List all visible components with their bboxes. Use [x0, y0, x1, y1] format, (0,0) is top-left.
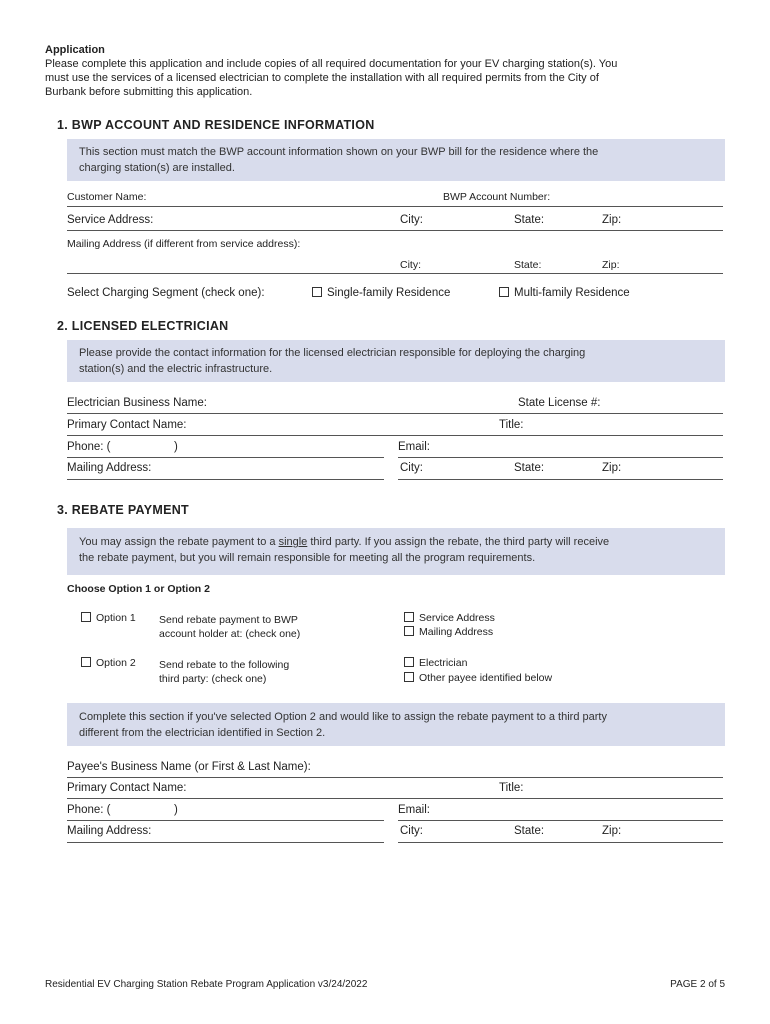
- mailing-address-label: Mailing Address (if different from service address):: [67, 238, 301, 250]
- segment-multi-label: Multi-family Residence: [514, 287, 630, 299]
- payee-city-line[interactable]: [398, 842, 723, 843]
- section-1-info-line-2: charging station(s) are installed.: [79, 161, 235, 174]
- payee-name-label: Payee's Business Name (or First & Last Name):: [67, 761, 311, 773]
- option-1[interactable]: [81, 612, 136, 624]
- checkbox-icon[interactable]: [404, 612, 414, 622]
- payee-name-line[interactable]: [67, 777, 723, 778]
- section-2-info-box: [67, 340, 725, 382]
- payee-phone-label: Phone: (: [67, 804, 111, 816]
- section-3-info-line-1-pre: You may assign the rebate payment to a: [79, 536, 279, 548]
- section-3-info-line-2: the rebate payment, but you will remain responsible for meeting all the program requirements.: [79, 551, 536, 564]
- option-2-other-payee-label: Other payee identified below: [419, 672, 553, 684]
- option-1-label: Option 1: [96, 612, 136, 624]
- checkbox-icon[interactable]: [312, 287, 322, 297]
- payee-contact-label: Primary Contact Name:: [67, 782, 187, 794]
- option-2-desc-line-1: Send rebate to the following: [159, 659, 290, 671]
- option-2-electrician[interactable]: [404, 657, 467, 669]
- section-3-info-single: single: [278, 536, 308, 548]
- segment-multi-option[interactable]: [499, 287, 630, 299]
- section-3-payee-info-line-2: different from the electrician identified in Section 2.: [79, 726, 326, 739]
- electrician-contact-label: Primary Contact Name:: [67, 419, 187, 431]
- section-1-title: 1. BWP ACCOUNT AND RESIDENCE INFORMATION: [57, 118, 375, 132]
- electrician-state-label: State:: [514, 462, 545, 474]
- option-2-label: Option 2: [96, 657, 136, 669]
- intro-line-2: must use the services of a licensed electrician to complete the installation with all required permits from the City of: [45, 72, 599, 84]
- option-1-mailing-address[interactable]: [404, 626, 493, 638]
- service-city-label: City:: [400, 214, 423, 226]
- option-2-electrician-label: Electrician: [419, 657, 468, 669]
- option-2[interactable]: [81, 657, 136, 669]
- electrician-phone-line[interactable]: [67, 457, 384, 458]
- option-2-other-payee[interactable]: [404, 672, 552, 684]
- section-3-info-box: [67, 528, 725, 575]
- footer-title: Residential EV Charging Station Rebate Program Application v3/24/2022: [45, 979, 368, 990]
- payee-email-line[interactable]: [398, 820, 723, 821]
- option-1-mailing-address-label: Mailing Address: [419, 626, 494, 638]
- payee-contact-line[interactable]: [67, 798, 723, 799]
- section-2-info-line-1: Please provide the contact information for the licensed electrician responsible for deploying the charging: [79, 347, 586, 359]
- mailing-address-line[interactable]: [67, 273, 723, 274]
- section-1-info-line-1: This section must match the BWP account information shown on your BWP bill for the residence where the: [79, 146, 599, 158]
- option-1-service-address-label: Service Address: [419, 612, 495, 624]
- electrician-title-label: Title:: [499, 419, 524, 431]
- electrician-phone-label: Phone: (: [67, 441, 111, 453]
- electrician-phone-close: ): [174, 441, 178, 453]
- state-license-label: State License #:: [518, 397, 601, 409]
- option-1-desc-line-2: account holder at: (check one): [159, 628, 301, 640]
- electrician-email-line[interactable]: [398, 457, 723, 458]
- electrician-city-label: City:: [400, 462, 423, 474]
- payee-phone-line[interactable]: [67, 820, 384, 821]
- electrician-contact-line[interactable]: [67, 435, 723, 436]
- intro-line-3: Burbank before submitting this application.: [45, 86, 253, 98]
- choose-option-heading: Choose Option 1 or Option 2: [67, 583, 210, 595]
- section-3-payee-info-box: [67, 703, 725, 746]
- payee-email-label: Email:: [398, 804, 430, 816]
- section-3-title: 3. REBATE PAYMENT: [57, 503, 189, 517]
- account-number-label: BWP Account Number:: [443, 191, 551, 203]
- segment-single-option[interactable]: [312, 287, 450, 299]
- payee-zip-label: Zip:: [602, 825, 622, 837]
- mailing-city-label: City:: [400, 259, 421, 271]
- payee-title-label: Title:: [499, 782, 524, 794]
- segment-single-label: Single-family Residence: [327, 287, 451, 299]
- electrician-city-line[interactable]: [398, 479, 723, 480]
- service-zip-label: Zip:: [602, 214, 622, 226]
- payee-city-label: City:: [400, 825, 423, 837]
- service-address-label: Service Address:: [67, 214, 154, 226]
- electrician-mailing-line[interactable]: [67, 479, 384, 480]
- electrician-email-label: Email:: [398, 441, 430, 453]
- segment-label: Select Charging Segment (check one):: [67, 287, 265, 299]
- checkbox-icon[interactable]: [404, 672, 414, 682]
- service-address-line[interactable]: [67, 230, 723, 231]
- checkbox-icon[interactable]: [404, 657, 414, 667]
- option-1-service-address[interactable]: [404, 612, 495, 624]
- electrician-business-label: Electrician Business Name:: [67, 397, 207, 409]
- checkbox-icon[interactable]: [81, 657, 91, 667]
- payee-state-label: State:: [514, 825, 545, 837]
- checkbox-icon[interactable]: [499, 287, 509, 297]
- payee-phone-close: ): [174, 804, 178, 816]
- section-2-info-line-2: station(s) and the electric infrastructure.: [79, 362, 273, 375]
- payee-mailing-label: Mailing Address:: [67, 825, 152, 837]
- intro-heading: Application: [45, 44, 105, 56]
- section-3-info-line-1-post: third party. If you assign the rebate, the third party will receive: [307, 536, 610, 548]
- section-2-title: 2. LICENSED ELECTRICIAN: [57, 319, 229, 333]
- option-2-desc-line-2: third party: (check one): [159, 673, 267, 685]
- footer-page-number: PAGE 2 of 5: [670, 979, 725, 990]
- checkbox-icon[interactable]: [81, 612, 91, 622]
- service-state-label: State:: [514, 214, 545, 226]
- mailing-state-label: State:: [514, 259, 542, 271]
- customer-row-line[interactable]: [67, 206, 723, 207]
- electrician-business-line[interactable]: [67, 413, 723, 414]
- checkbox-icon[interactable]: [404, 626, 414, 636]
- customer-name-label: Customer Name:: [67, 191, 147, 203]
- electrician-zip-label: Zip:: [602, 462, 622, 474]
- payee-mailing-line[interactable]: [67, 842, 384, 843]
- section-1-info-box: [67, 139, 725, 181]
- electrician-mailing-label: Mailing Address:: [67, 462, 152, 474]
- mailing-zip-label: Zip:: [602, 259, 620, 271]
- section-3-payee-info-line-1: Complete this section if you've selected Option 2 and would like to assign the rebate payment to a third party: [79, 711, 607, 723]
- intro-line-1: Please complete this application and include copies of all required documentation for your EV charging station(s). You: [45, 58, 618, 70]
- option-1-desc-line-1: Send rebate payment to BWP: [159, 614, 298, 626]
- option-2-description: [159, 658, 289, 686]
- option-1-description: [159, 613, 300, 641]
